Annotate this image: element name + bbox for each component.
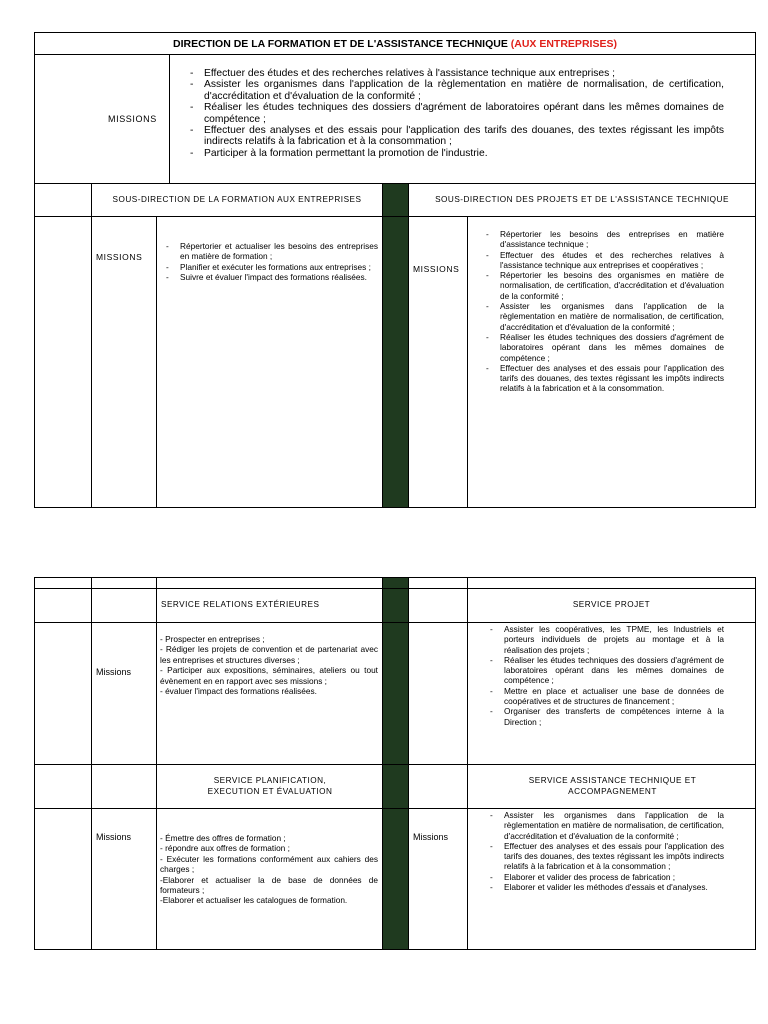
list-item: - Effectuer des analyses et des essais pour l'application des tarifs des douanes, des textes régissant les impôts indirects relatifs à la fabrication et à la consommation ; bbox=[186, 125, 724, 148]
list-item: - Effectuer des analyses et des essais pour l'application des tarifs des douanes, des textes régissant les impôts indirects relatifs à la fabrication et à la consommation. bbox=[482, 363, 724, 394]
list-item: - Répertorier les besoins des entreprises en matière d'assistance technique ; bbox=[482, 229, 724, 250]
list-item: - Prospecter en entreprises ; bbox=[160, 634, 265, 644]
list-item: -Elaborer et actualiser les catalogues de formation. bbox=[160, 895, 348, 906]
list-item: - Réaliser les études techniques des dossiers d'agrément de laboratoires opérant dans les mêmes domaines de compétence ; bbox=[486, 655, 724, 686]
list-item: - évaluer l'impact des formations réalisées. bbox=[160, 686, 317, 697]
list-item: - Émettre des offres de formation ; bbox=[160, 833, 286, 843]
direction-title-text: DIRECTION DE LA FORMATION ET DE L'ASSISTANCE TECHNIQUE bbox=[173, 37, 508, 50]
service-projet-title: SERVICE PROJET bbox=[572, 600, 651, 610]
service-relations-title: SERVICE RELATIONS EXTÉRIEURES bbox=[161, 600, 320, 610]
service-assistance-title: SERVICE ASSISTANCE TECHNIQUE ET ACCOMPAGNEMENT bbox=[528, 775, 697, 796]
service-planification-missions-label: Missions bbox=[96, 832, 132, 842]
list-item: - Effectuer des études et des recherches relatives à l'assistance technique aux entreprises ; bbox=[186, 68, 724, 79]
list-item: - Participer aux expositions, séminaires, ateliers ou tout évènement en en rapport avec ses missions ; bbox=[160, 665, 378, 686]
list-item: - Organiser des transferts de compétences interne à la Direction ; bbox=[486, 706, 724, 727]
list-item: - Assister les organismes dans l'application de la règlementation en matière de normalisation, de certification, d'accréditation et d'évaluation de la conformité ; bbox=[186, 79, 724, 102]
sub-left-missions-label: MISSIONS bbox=[96, 252, 143, 262]
sub-right-missions-list bbox=[482, 229, 724, 394]
list-item: - Exécuter les formations conformément aux cahiers des charges ; bbox=[160, 853, 378, 875]
list-item: - Elaborer et valider les méthodes d'essais et d'analyses. bbox=[486, 882, 724, 892]
list-item: - Assister les organismes dans l'application de la règlementation en matière de normalisation, de certification, d'accréditation et d'évaluation de la conformité ; bbox=[482, 301, 724, 332]
service-assistance-missions bbox=[486, 810, 724, 892]
service-assistance-missions-label: Missions bbox=[413, 832, 449, 842]
list-item: - Assister les coopératives, les TPME, les Industriels et porteurs individuels de projets au montage et à la réalisation des projets ; bbox=[486, 624, 724, 655]
service-planification-missions bbox=[160, 833, 378, 906]
list-item: - Rédiger les projets de convention et de partenariat avec les entreprises et structures diverses ; bbox=[160, 644, 378, 665]
sub-right-missions-label: MISSIONS bbox=[413, 264, 460, 274]
list-item: - Planifier et exécuter les formations aux entreprises ; bbox=[162, 262, 378, 272]
list-item: - Répertorier les besoins des organismes en matière de normalisation, de certification, d'accréditation et d'évaluation de la conformité ; bbox=[482, 270, 724, 301]
list-item: - Suivre et évaluer l'impact des formations réalisées. bbox=[162, 272, 378, 282]
list-item: -Elaborer et actualiser la de base de données de formateurs ; bbox=[160, 874, 378, 896]
list-item: - Répertorier et actualiser les besoins des entreprises en matière de formation ; bbox=[162, 241, 378, 262]
list-item: - Assister les organismes dans l'application de la règlementation en matière de normalisation, de certification, d'accréditation et d'évaluation de la conformité ; bbox=[486, 810, 724, 841]
sub-left-missions-list bbox=[162, 241, 378, 282]
list-item: - Réaliser les études techniques des dossiers d'agrément de laboratoires opérant dans les mêmes domaines de compétence ; bbox=[186, 102, 724, 125]
direction-missions-list bbox=[186, 68, 724, 159]
direction-title bbox=[35, 33, 755, 54]
list-item: - Participer à la formation permettant la promotion de l'industrie. bbox=[186, 148, 724, 159]
sub-direction-projets-title: SOUS-DIRECTION DES PROJETS ET DE L'ASSISTANCE TECHNIQUE bbox=[435, 194, 729, 204]
list-item: - Effectuer des études et des recherches relatives à l'assistance technique aux entreprises et coopératives ; bbox=[482, 250, 724, 271]
direction-title-highlight: (AUX ENTREPRISES) bbox=[510, 37, 617, 50]
sub-direction-formation-title: SOUS-DIRECTION DE LA FORMATION AUX ENTREPRISES bbox=[112, 194, 362, 204]
list-item: - répondre aux offres de formation ; bbox=[160, 843, 290, 854]
list-item: - Réaliser les études techniques des dossiers d'agrément de laboratoires opérant dans les mêmes domaines de compétence ; bbox=[482, 332, 724, 363]
service-projet-missions bbox=[486, 624, 724, 727]
divider-column bbox=[382, 183, 408, 508]
service-relations-missions bbox=[160, 634, 378, 696]
list-item: - Effectuer des analyses et des essais pour l'application des tarifs des douanes, des textes régissant les impôts indirects relatifs à la fabrication et à la consommation ; bbox=[486, 841, 724, 872]
service-planification-title: SERVICE PLANIFICATION, EXECUTION ET ÉVALUATION bbox=[207, 775, 333, 796]
service-relations-missions-label: Missions bbox=[96, 667, 132, 677]
direction-missions-label: MISSIONS bbox=[108, 114, 157, 124]
list-item: - Mettre en place et actualiser une base de données de coopératives et de structures de financement ; bbox=[486, 686, 724, 707]
list-item: - Elaborer et valider des process de fabrication ; bbox=[486, 872, 724, 882]
